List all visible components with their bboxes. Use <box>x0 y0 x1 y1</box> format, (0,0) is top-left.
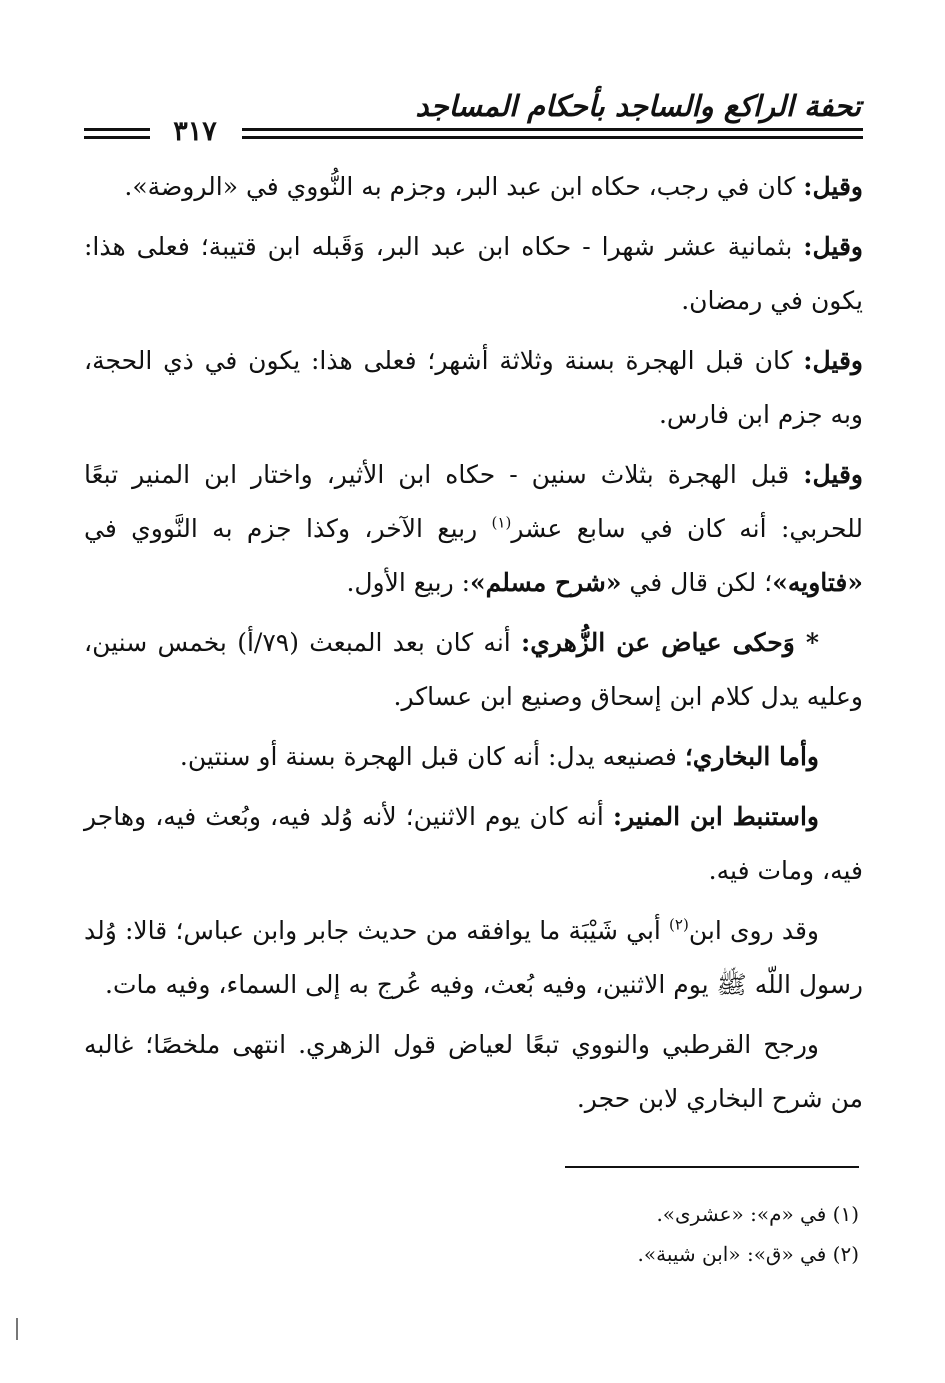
header-rule <box>84 128 150 131</box>
paragraph-lead: وأما البخاري؛ <box>684 742 819 771</box>
paragraph-lead: وقيل: <box>803 172 863 201</box>
scan-edge-mark <box>16 1318 18 1340</box>
paragraph <box>84 448 863 610</box>
paragraph-text: أنه كان بعد المبعث (٧٩/أ) بخمس سنين، وعليه يدل كلام ابن إسحاق وصنيع ابن عساكر. <box>84 628 863 711</box>
paragraph <box>84 904 863 1012</box>
footnote: (١) في «م»: «عشرى». <box>656 1202 859 1226</box>
header-rule <box>242 128 863 131</box>
running-title: تحفة الراكع والساجد بأحكام المساجد <box>415 89 861 123</box>
paragraph <box>84 334 863 442</box>
footnote: (٢) في «ق»: «ابن شيبة». <box>637 1242 859 1266</box>
paragraph-text: أنه كان يوم الاثنين؛ لأنه وُلد فيه، وبُعث فيه، وهاجر فيه، ومات فيه. <box>84 802 863 885</box>
paragraph-text: قبل الهجرة بثلاث سنين - حكاه ابن الأثير، واختار ابن المنير تبعًا للحربي: أنه كان في سابع عشر <box>84 460 863 543</box>
footnote-ref: (١) <box>491 513 512 532</box>
paragraph-text: كان في رجب، حكاه ابن عبد البر، وجزم به النُّووي في «الروضة». <box>124 172 804 201</box>
paragraph-text: ربيع الآخر، وكذا جزم به النَّووي في <box>84 514 492 543</box>
paragraph-lead: واستنبط ابن المنير: <box>612 802 820 831</box>
paragraph-text: : ربيع الأول. <box>346 568 471 597</box>
paragraph-text: بثمانية عشر شهرا - حكاه ابن عبد البر، وَقَبله ابن قتيبة؛ فعلى هذا: يكون في رمضان. <box>84 232 863 315</box>
header-rule <box>242 136 863 139</box>
paragraph <box>84 1018 863 1126</box>
paragraph-text: أبي شَيْبَة ما يوافقه من حديث جابر وابن عباس؛ قالا: وُلد رسول اللّه ﷺ يوم الاثنين، وفيه بُعث، وفيه عُرج به إلى السماء، وفيه مات. <box>84 916 863 999</box>
paragraph <box>84 730 863 784</box>
paragraph-lead: * وَحكى عياض عن الزُّهري: <box>521 628 819 657</box>
paragraph-lead: وقيل: <box>803 346 863 375</box>
body-text <box>84 160 863 1132</box>
paragraph <box>84 790 863 898</box>
paragraph <box>84 160 863 214</box>
cited-work: «فتاويه» <box>772 568 863 597</box>
paragraph-text: فصنيعه يدل: أنه كان قبل الهجرة بسنة أو سنتين. <box>179 742 685 771</box>
paragraph-text: وقد روى ابن <box>688 916 820 945</box>
paragraph-text: ؛ لكن قال في <box>621 568 773 597</box>
paragraph <box>84 616 863 724</box>
paragraph-text: ورجح القرطبي والنووي تبعًا لعياض قول الزهري. انتهى ملخصًا؛ غالبه من شرح البخاري لابن حجر. <box>84 1030 863 1113</box>
paragraph-lead: وقيل: <box>803 460 863 489</box>
cited-work: «شرح مسلم» <box>470 568 622 597</box>
paragraph-text: كان قبل الهجرة بسنة وثلاثة أشهر؛ فعلى هذا: يكون في ذي الحجة، وبه جزم ابن فارس. <box>84 346 863 429</box>
footnote-rule <box>565 1166 859 1168</box>
footnotes <box>400 1194 859 1274</box>
paragraph <box>84 220 863 328</box>
header-rule <box>84 136 150 139</box>
page-number: ٣١٧ <box>173 116 217 147</box>
footnote-ref: (٢) <box>669 915 689 934</box>
paragraph-lead: وقيل: <box>803 232 863 261</box>
